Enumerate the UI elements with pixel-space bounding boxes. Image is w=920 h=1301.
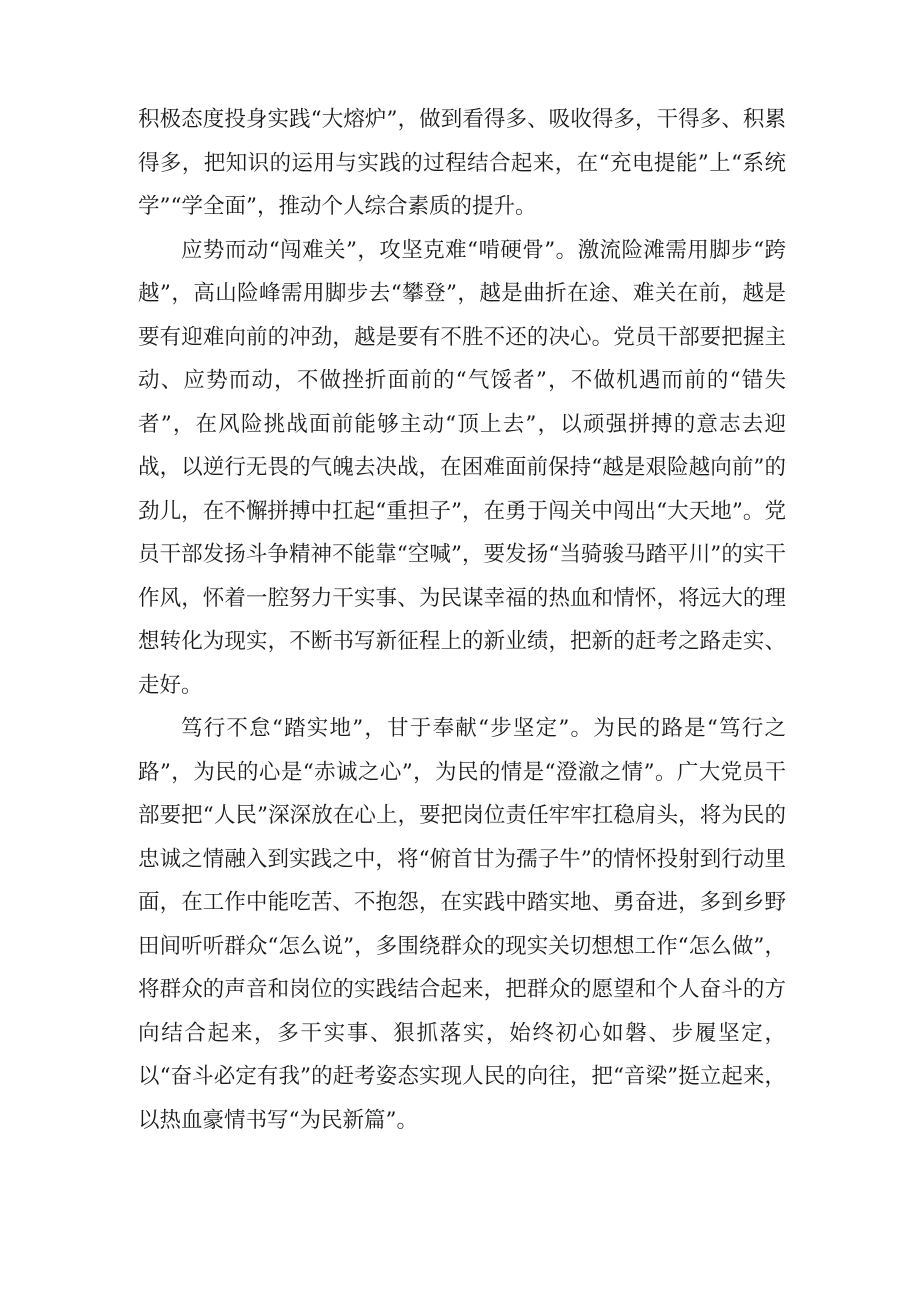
- paragraph-1: 积极态度投身实践“大熔炉”，做到看得多、吸收得多，干得多、积累得多，把知识的运用与实践的过程结合起来，在“充电提能”上“系统学”“学全面”，推动个人综合素质的提升。: [138, 107, 786, 219]
- document-body: [138, 98, 786, 1142]
- paragraph-2: 应势而动“闯难关”，攻坚克难“啃硬骨”。激流险滩需用脚步“跨越”，高山险峰需用脚步去“攀登”，越是曲折在途、难关在前，越是要有迎难向前的冲劲，越是要有不胜不还的决心。党员干部要把握主动、应势而动，不做挫折面前的“气馁者”，不做机遇而前的“错失者”，在风险挑战面前能够主动“顶上去”，以顽强拼搏的意志去迎战，以逆行无畏的气魄去决战，在困难面前保持“越是艰险越向前”的劲儿，在不懈拼搏中扛起“重担子”，在勇于闯关中闯出“大天地”。党员干部发扬斗争精神不能靠“空喊”，要发扬“当骑骏马踏平川”的实干作风，怀着一腔努力干实事、为民谋幸福的热血和情怀，将远大的理想转化为现实，不断书写新征程上的新业绩，把新的赶考之路走实、走好。: [138, 237, 787, 698]
- paragraph-3: 笃行不怠“踏实地”，甘于奉献“步坚定”。为民的路是“笃行之路”，为民的心是“赤诚之心”，为民的情是“澄澈之情”。广大党员干部要把“人民”深深放在心上，要把岗位责任牢牢扛稳肩头，将为民的忠诚之情融入到实践之中，将“俯首甘为孺子牛”的情怀投射到行动里面，在工作中能吃苦、不抱怨，在实践中踏实地、勇奋进，多到乡野田间听听群众“怎么说”，多围绕群众的现实关切想想工作“怎么做”，将群众的声音和岗位的实践结合起来，把群众的愿望和个人奋斗的方向结合起来，多干实事、狠抓落实，始终初心如磐、步履坚定，以“奋斗必定有我”的赶考姿态实现人民的向往，把“音梁”挺立起来，以热血豪情书写“为民新篇”。: [138, 716, 786, 1133]
